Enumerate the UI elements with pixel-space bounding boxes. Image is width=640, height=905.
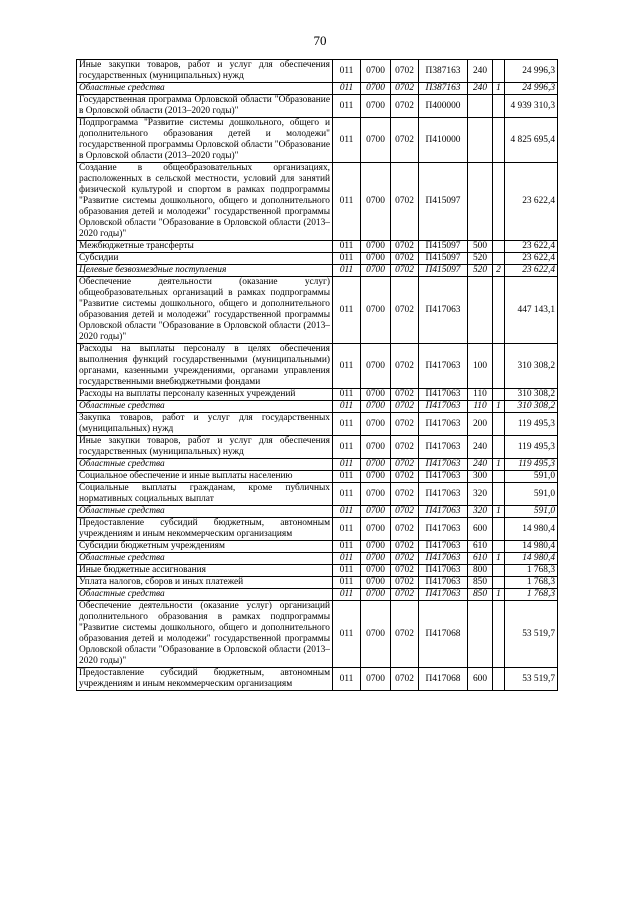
table-row xyxy=(77,589,558,601)
amount: 1 768,3 xyxy=(505,589,558,601)
subsection-code: 0702 xyxy=(391,518,419,541)
target-article-code: П400000 xyxy=(419,95,468,118)
section-code: 0700 xyxy=(361,83,391,95)
row-name: Областные средства xyxy=(77,506,333,518)
ministry-code: 011 xyxy=(333,277,361,344)
funding-source-code xyxy=(493,483,505,506)
section-code: 0700 xyxy=(361,118,391,163)
table-row xyxy=(77,241,558,253)
target-article-code: П417063 xyxy=(419,483,468,506)
subsection-code: 0702 xyxy=(391,541,419,553)
funding-source-code xyxy=(493,541,505,553)
amount: 1 768,3 xyxy=(505,565,558,577)
row-name: Предоставление субсидий бюджетным, автономным учреждениям и иным некоммерческим организациям xyxy=(77,518,333,541)
expense-type-code: 110 xyxy=(468,401,493,413)
expense-type-code: 110 xyxy=(468,389,493,401)
amount: 310 308,2 xyxy=(505,389,558,401)
expense-type-code: 100 xyxy=(468,344,493,389)
expense-type-code xyxy=(468,95,493,118)
section-code: 0700 xyxy=(361,518,391,541)
section-code: 0700 xyxy=(361,436,391,459)
ministry-code: 011 xyxy=(333,577,361,589)
amount: 14 980,4 xyxy=(505,541,558,553)
amount: 23 622,4 xyxy=(505,265,558,277)
target-article-code: П417068 xyxy=(419,601,468,668)
subsection-code: 0702 xyxy=(391,265,419,277)
funding-source-code: 1 xyxy=(493,553,505,565)
funding-source-code xyxy=(493,577,505,589)
funding-source-code: 2 xyxy=(493,265,505,277)
target-article-code: П417063 xyxy=(419,459,468,471)
expense-type-code: 240 xyxy=(468,60,493,83)
target-article-code: П415097 xyxy=(419,241,468,253)
section-code: 0700 xyxy=(361,589,391,601)
section-code: 0700 xyxy=(361,277,391,344)
funding-source-code: 1 xyxy=(493,589,505,601)
target-article-code: П415097 xyxy=(419,265,468,277)
amount: 310 308,2 xyxy=(505,344,558,389)
ministry-code: 011 xyxy=(333,344,361,389)
subsection-code: 0702 xyxy=(391,389,419,401)
section-code: 0700 xyxy=(361,253,391,265)
amount: 14 980,4 xyxy=(505,553,558,565)
subsection-code: 0702 xyxy=(391,60,419,83)
expense-type-code: 850 xyxy=(468,577,493,589)
funding-source-code: 1 xyxy=(493,506,505,518)
amount: 14 980,4 xyxy=(505,518,558,541)
table-row xyxy=(77,118,558,163)
section-code: 0700 xyxy=(361,471,391,483)
subsection-code: 0702 xyxy=(391,95,419,118)
row-name: Уплата налогов, сборов и иных платежей xyxy=(77,577,333,589)
amount: 23 622,4 xyxy=(505,253,558,265)
row-name: Субсидии xyxy=(77,253,333,265)
ministry-code: 011 xyxy=(333,253,361,265)
row-name: Межбюджетные трансферты xyxy=(77,241,333,253)
amount: 447 143,1 xyxy=(505,277,558,344)
amount: 24 996,3 xyxy=(505,83,558,95)
subsection-code: 0702 xyxy=(391,436,419,459)
table-row xyxy=(77,163,558,241)
subsection-code: 0702 xyxy=(391,413,419,436)
subsection-code: 0702 xyxy=(391,277,419,344)
subsection-code: 0702 xyxy=(391,163,419,241)
ministry-code: 011 xyxy=(333,241,361,253)
table-row xyxy=(77,577,558,589)
ministry-code: 011 xyxy=(333,518,361,541)
target-article-code: П417063 xyxy=(419,577,468,589)
expense-type-code: 520 xyxy=(468,265,493,277)
subsection-code: 0702 xyxy=(391,253,419,265)
table-row xyxy=(77,265,558,277)
row-name: Государственная программа Орловской области "Образование в Орловской области (2013–2020 годы)" xyxy=(77,95,333,118)
table-row xyxy=(77,401,558,413)
ministry-code: 011 xyxy=(333,541,361,553)
section-code: 0700 xyxy=(361,389,391,401)
section-code: 0700 xyxy=(361,506,391,518)
subsection-code: 0702 xyxy=(391,483,419,506)
budget-table xyxy=(76,59,558,691)
subsection-code: 0702 xyxy=(391,506,419,518)
target-article-code: П417063 xyxy=(419,344,468,389)
section-code: 0700 xyxy=(361,241,391,253)
row-name: Расходы на выплаты персоналу казенных учреждений xyxy=(77,389,333,401)
table-row xyxy=(77,459,558,471)
section-code: 0700 xyxy=(361,601,391,668)
amount: 24 996,3 xyxy=(505,60,558,83)
row-name: Иные закупки товаров, работ и услуг для обеспечения государственных (муниципальных) нужд xyxy=(77,436,333,459)
table-row xyxy=(77,60,558,83)
amount: 119 495,3 xyxy=(505,413,558,436)
target-article-code: П417063 xyxy=(419,589,468,601)
target-article-code: П415097 xyxy=(419,253,468,265)
row-name: Создание в общеобразовательных организациях, расположенных в сельской местности, условий для занятий физической культурой и спортом в рамках подпрограммы "Развитие системы дошкольного, общего и дополнительного образования детей и молодежи" государственной программы Орловской области "Образование в Орловской области (2013–2020 годы)" xyxy=(77,163,333,241)
expense-type-code xyxy=(468,601,493,668)
ministry-code: 011 xyxy=(333,459,361,471)
funding-source-code xyxy=(493,413,505,436)
table-row xyxy=(77,541,558,553)
target-article-code: П417063 xyxy=(419,506,468,518)
funding-source-code xyxy=(493,95,505,118)
expense-type-code xyxy=(468,118,493,163)
section-code: 0700 xyxy=(361,401,391,413)
amount: 591,0 xyxy=(505,506,558,518)
funding-source-code xyxy=(493,118,505,163)
ministry-code: 011 xyxy=(333,95,361,118)
table-row xyxy=(77,483,558,506)
funding-source-code xyxy=(493,163,505,241)
subsection-code: 0702 xyxy=(391,565,419,577)
table-row xyxy=(77,506,558,518)
row-name: Целевые безвозмездные поступления xyxy=(77,265,333,277)
expense-type-code: 240 xyxy=(468,436,493,459)
row-name: Иные бюджетные ассигнования xyxy=(77,565,333,577)
amount: 591,0 xyxy=(505,471,558,483)
row-name: Областные средства xyxy=(77,589,333,601)
table-row xyxy=(77,601,558,668)
table-row xyxy=(77,277,558,344)
section-code: 0700 xyxy=(361,565,391,577)
expense-type-code: 850 xyxy=(468,589,493,601)
table-row xyxy=(77,95,558,118)
table-row xyxy=(77,389,558,401)
expense-type-code: 240 xyxy=(468,459,493,471)
ministry-code: 011 xyxy=(333,471,361,483)
table-row xyxy=(77,83,558,95)
ministry-code: 011 xyxy=(333,83,361,95)
funding-source-code xyxy=(493,668,505,691)
expense-type-code: 320 xyxy=(468,483,493,506)
page-number: 70 xyxy=(313,33,327,48)
section-code: 0700 xyxy=(361,459,391,471)
amount: 310 308,2 xyxy=(505,401,558,413)
amount: 23 622,4 xyxy=(505,163,558,241)
target-article-code: П417063 xyxy=(419,471,468,483)
table-row xyxy=(77,344,558,389)
amount: 1 768,3 xyxy=(505,577,558,589)
section-code: 0700 xyxy=(361,344,391,389)
subsection-code: 0702 xyxy=(391,577,419,589)
ministry-code: 011 xyxy=(333,60,361,83)
section-code: 0700 xyxy=(361,577,391,589)
funding-source-code xyxy=(493,241,505,253)
expense-type-code: 800 xyxy=(468,565,493,577)
amount: 591,0 xyxy=(505,483,558,506)
ministry-code: 011 xyxy=(333,506,361,518)
funding-source-code xyxy=(493,344,505,389)
subsection-code: 0702 xyxy=(391,459,419,471)
table-row xyxy=(77,553,558,565)
row-name: Областные средства xyxy=(77,553,333,565)
target-article-code: П417063 xyxy=(419,565,468,577)
funding-source-code xyxy=(493,601,505,668)
subsection-code: 0702 xyxy=(391,668,419,691)
ministry-code: 011 xyxy=(333,589,361,601)
section-code: 0700 xyxy=(361,553,391,565)
table-row xyxy=(77,471,558,483)
row-name: Областные средства xyxy=(77,401,333,413)
expense-type-code: 600 xyxy=(468,518,493,541)
row-name: Иные закупки товаров, работ и услуг для обеспечения государственных (муниципальных) нужд xyxy=(77,60,333,83)
ministry-code: 011 xyxy=(333,668,361,691)
subsection-code: 0702 xyxy=(391,589,419,601)
table-row xyxy=(77,518,558,541)
expense-type-code: 610 xyxy=(468,541,493,553)
subsection-code: 0702 xyxy=(391,83,419,95)
target-article-code: П417063 xyxy=(419,553,468,565)
row-name: Подпрограмма "Развитие системы дошкольного, общего и дополнительного образования детей и молодежи" государственной программы Орловской области "Образование в Орловской области (2013–2020 годы)" xyxy=(77,118,333,163)
row-name: Обеспечение деятельности (оказание услуг) организаций дополнительного образования в рамках подпрограммы "Развитие системы дошкольного, общего и дополнительного образования детей и молодежи" государственной программы Орловской области "Образование в Орловской области (2013–2020 годы)" xyxy=(77,601,333,668)
subsection-code: 0702 xyxy=(391,401,419,413)
section-code: 0700 xyxy=(361,483,391,506)
row-name: Социальное обеспечение и иные выплаты населению xyxy=(77,471,333,483)
section-code: 0700 xyxy=(361,60,391,83)
section-code: 0700 xyxy=(361,668,391,691)
table-row xyxy=(77,668,558,691)
section-code: 0700 xyxy=(361,265,391,277)
subsection-code: 0702 xyxy=(391,601,419,668)
ministry-code: 011 xyxy=(333,265,361,277)
funding-source-code xyxy=(493,253,505,265)
table-row xyxy=(77,565,558,577)
row-name: Областные средства xyxy=(77,459,333,471)
subsection-code: 0702 xyxy=(391,471,419,483)
subsection-code: 0702 xyxy=(391,553,419,565)
ministry-code: 011 xyxy=(333,389,361,401)
ministry-code: 011 xyxy=(333,565,361,577)
funding-source-code xyxy=(493,518,505,541)
expense-type-code: 320 xyxy=(468,506,493,518)
target-article-code: П387163 xyxy=(419,60,468,83)
amount: 119 495,3 xyxy=(505,459,558,471)
subsection-code: 0702 xyxy=(391,344,419,389)
target-article-code: П417063 xyxy=(419,401,468,413)
target-article-code: П417063 xyxy=(419,518,468,541)
expense-type-code: 520 xyxy=(468,253,493,265)
funding-source-code: 1 xyxy=(493,401,505,413)
funding-source-code xyxy=(493,436,505,459)
funding-source-code xyxy=(493,60,505,83)
expense-type-code xyxy=(468,163,493,241)
amount: 119 495,3 xyxy=(505,436,558,459)
amount: 4 825 695,4 xyxy=(505,118,558,163)
table-row xyxy=(77,413,558,436)
section-code: 0700 xyxy=(361,413,391,436)
target-article-code: П417063 xyxy=(419,436,468,459)
amount: 23 622,4 xyxy=(505,241,558,253)
row-name: Социальные выплаты гражданам, кроме публичных нормативных социальных выплат xyxy=(77,483,333,506)
row-name: Областные средства xyxy=(77,83,333,95)
ministry-code: 011 xyxy=(333,401,361,413)
expense-type-code: 200 xyxy=(468,413,493,436)
target-article-code: П417063 xyxy=(419,541,468,553)
funding-source-code: 1 xyxy=(493,83,505,95)
expense-type-code: 500 xyxy=(468,241,493,253)
section-code: 0700 xyxy=(361,541,391,553)
amount: 4 939 310,3 xyxy=(505,95,558,118)
ministry-code: 011 xyxy=(333,118,361,163)
table-row xyxy=(77,436,558,459)
target-article-code: П415097 xyxy=(419,163,468,241)
funding-source-code xyxy=(493,565,505,577)
row-name: Расходы на выплаты персоналу в целях обеспечения выполнения функций государственными (муниципальными) органами, казенными учреждениями, органами управления государственными внебюджетными фондами xyxy=(77,344,333,389)
expense-type-code: 300 xyxy=(468,471,493,483)
row-name: Субсидии бюджетным учреждениям xyxy=(77,541,333,553)
amount: 53 519,7 xyxy=(505,668,558,691)
expense-type-code: 240 xyxy=(468,83,493,95)
funding-source-code: 1 xyxy=(493,459,505,471)
section-code: 0700 xyxy=(361,163,391,241)
section-code: 0700 xyxy=(361,95,391,118)
row-name: Закупка товаров, работ и услуг для государственных (муниципальных) нужд xyxy=(77,413,333,436)
funding-source-code xyxy=(493,277,505,344)
amount: 53 519,7 xyxy=(505,601,558,668)
expense-type-code: 610 xyxy=(468,553,493,565)
target-article-code: П417063 xyxy=(419,389,468,401)
ministry-code: 011 xyxy=(333,601,361,668)
table-body xyxy=(77,60,558,691)
target-article-code: П417068 xyxy=(419,668,468,691)
target-article-code: П410000 xyxy=(419,118,468,163)
subsection-code: 0702 xyxy=(391,118,419,163)
target-article-code: П387163 xyxy=(419,83,468,95)
funding-source-code xyxy=(493,471,505,483)
row-name: Обеспечение деятельности (оказание услуг) общеобразовательных организаций в рамках подпрограммы "Развитие системы дошкольного, общего и дополнительного образования детей и молодежи" государственной программы Орловской области "Образование в Орловской области (2013–2020 годы)" xyxy=(77,277,333,344)
ministry-code: 011 xyxy=(333,553,361,565)
funding-source-code xyxy=(493,389,505,401)
target-article-code: П417063 xyxy=(419,277,468,344)
target-article-code: П417063 xyxy=(419,413,468,436)
ministry-code: 011 xyxy=(333,413,361,436)
expense-type-code xyxy=(468,277,493,344)
expense-type-code: 600 xyxy=(468,668,493,691)
row-name: Предоставление субсидий бюджетным, автономным учреждениям и иным некоммерческим организациям xyxy=(77,668,333,691)
ministry-code: 011 xyxy=(333,436,361,459)
ministry-code: 011 xyxy=(333,483,361,506)
ministry-code: 011 xyxy=(333,163,361,241)
subsection-code: 0702 xyxy=(391,241,419,253)
table-row xyxy=(77,253,558,265)
